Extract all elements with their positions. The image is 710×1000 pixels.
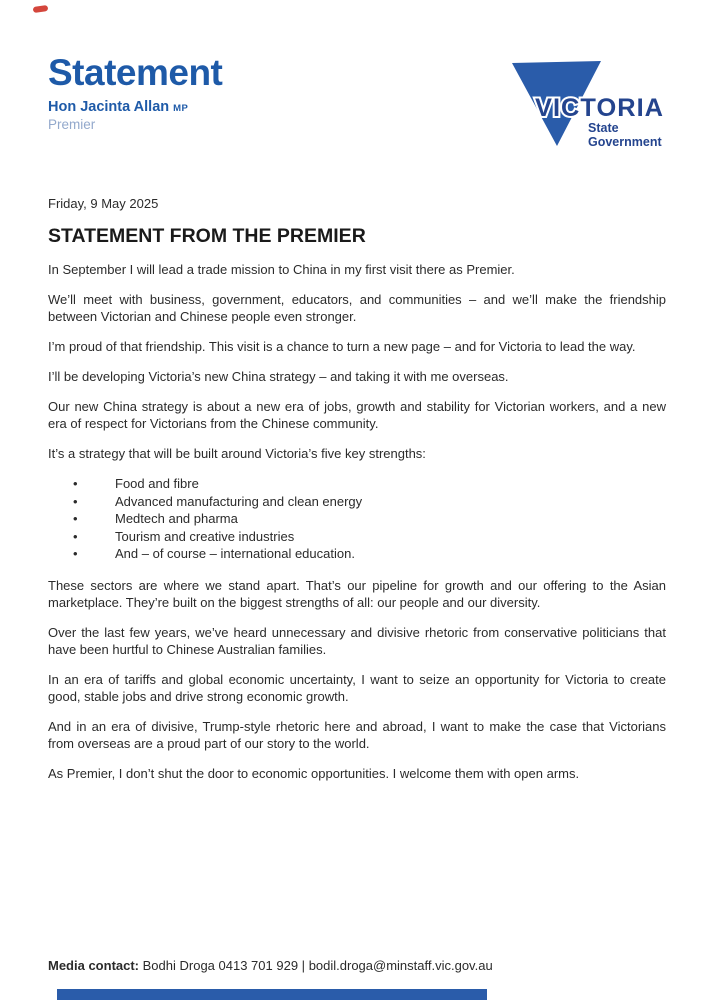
- media-contact-line: [48, 958, 493, 973]
- paragraph: Over the last few years, we’ve heard unnecessary and divisive rhetoric from conservative politicians that have been hurtful to Chinese Australian families.: [48, 624, 666, 657]
- footer-brand-bar: [57, 989, 487, 1000]
- paragraphs-before-list: [48, 261, 666, 462]
- paragraph: In an era of tariffs and global economic uncertainty, I want to seize an opportunity for Victoria to create good, stable jobs and drive strong economic growth.: [48, 671, 666, 704]
- media-contact-name-phone: Bodhi Droga 0413 701 929: [142, 958, 299, 973]
- paragraph: As Premier, I don’t shut the door to economic opportunities. I welcome them with open arms.: [48, 765, 580, 781]
- logo-brand-text: VICTORIA: [535, 94, 664, 122]
- key-strength-item: • Tourism and creative industries: [48, 528, 666, 546]
- key-strength-item: • And – of course – international education.: [48, 545, 666, 563]
- masthead: [48, 54, 222, 133]
- statement-headline: STATEMENT FROM THE PREMIER: [48, 225, 366, 247]
- logo-sub-line2: Government: [588, 135, 662, 149]
- key-strength-item: • Advanced manufacturing and clean energy: [48, 493, 666, 511]
- statement-body: [48, 261, 666, 795]
- media-contact-separator: |: [301, 958, 306, 973]
- paragraph: In September I will lead a trade mission to China in my first visit there as Premier.: [48, 262, 515, 277]
- victoria-triangle-icon: [505, 56, 677, 156]
- key-strength-item: • Food and fibre: [48, 475, 666, 493]
- masthead-author: [48, 100, 222, 116]
- author-postnominal: MP: [173, 103, 189, 114]
- paragraph: We’ll meet with business, government, educators, and communities – and we’ll make the friendship between Victorian and Chinese people even stronger.: [48, 292, 666, 324]
- masthead-role: Premier: [48, 116, 96, 132]
- logo-sub-line1: State: [588, 121, 619, 135]
- paragraph: I’ll be developing Victoria’s new China strategy – and taking it with me overseas.: [48, 369, 509, 384]
- paragraph: It’s a strategy that will be built around Victoria’s five key strengths:: [48, 446, 426, 461]
- paragraph: These sectors are where we stand apart. That’s our pipeline for growth and our offering to the Asian marketplace. They’re built on the biggest strengths of all: our people and our diversity.: [48, 577, 666, 610]
- key-strength-item: • Medtech and pharma: [48, 510, 666, 528]
- media-contact-email: bodil.droga@minstaff.vic.gov.au: [308, 958, 493, 973]
- date-line: Friday, 9 May 2025: [48, 196, 159, 211]
- masthead-title: Statement: [48, 52, 223, 93]
- media-contact-label: Media contact:: [48, 958, 140, 973]
- paragraph: Our new China strategy is about a new era of jobs, growth and stability for Victorian workers, and a new era of respect for Victorians from the Chinese community.: [48, 399, 666, 431]
- key-strengths-list: [48, 475, 666, 563]
- paragraph: And in an era of divisive, Trump-style rhetoric here and abroad, I want to make the case that Victorians from overseas are a proud part of our story to the world.: [48, 718, 666, 751]
- corner-scan-mark: [33, 5, 49, 13]
- victoria-state-government-logo: [505, 56, 677, 156]
- paragraph: I’m proud of that friendship. This visit is a chance to turn a new page – and for Victoria to lead the way.: [48, 339, 636, 354]
- paragraphs-after-list: [48, 577, 666, 782]
- author-name: Hon Jacinta Allan: [48, 99, 170, 115]
